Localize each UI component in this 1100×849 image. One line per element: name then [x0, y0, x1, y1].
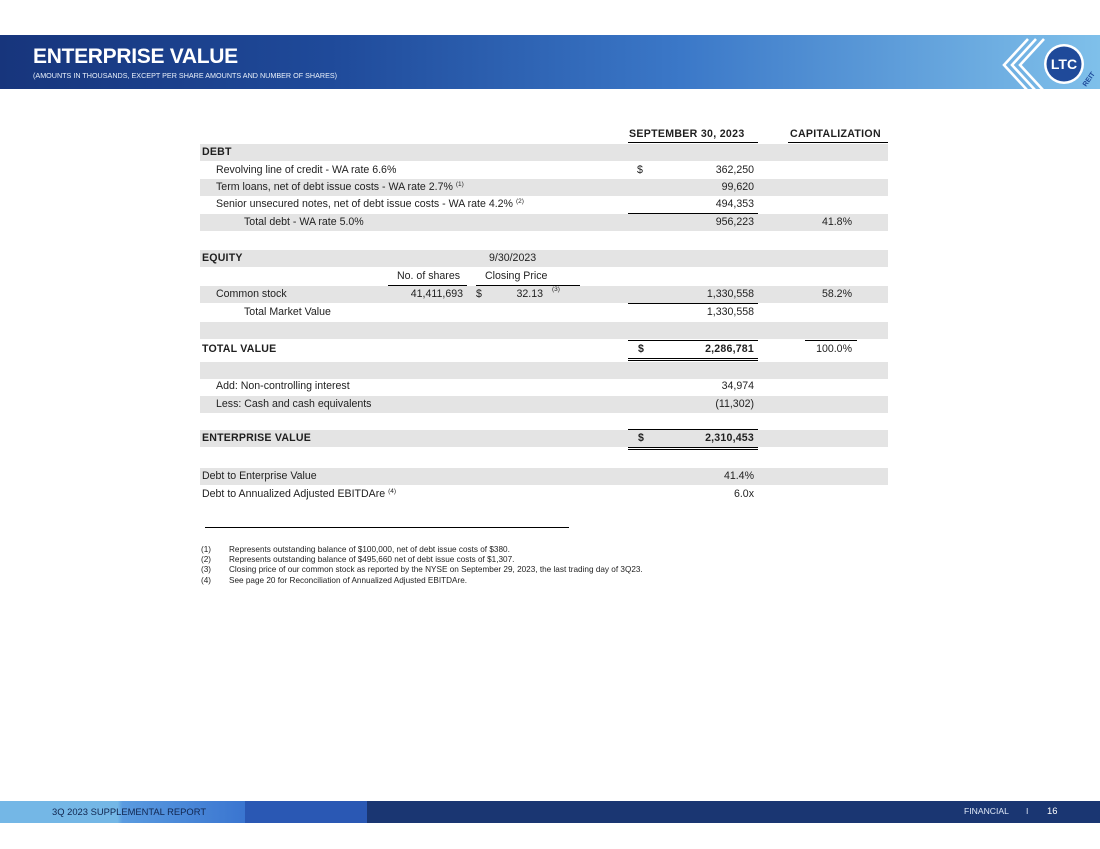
table-row — [200, 196, 888, 213]
footnote-divider — [205, 527, 569, 528]
footnotes — [201, 545, 643, 586]
shares-header: No. of shares — [397, 270, 461, 282]
footnote-ref-3 — [552, 286, 560, 298]
total-value-label: TOTAL VALUE — [202, 343, 277, 355]
footnote-text: Closing price of our common stock as reported by the NYSE on September 29, 2023, the last trading day of 3Q23. — [229, 565, 643, 575]
total-value-amount: 2,286,781 — [705, 343, 754, 355]
footnote-number: (3) — [201, 565, 212, 575]
footnote-ref-3-text: (3) — [552, 286, 560, 293]
report-name: 3Q 2023 SUPPLEMENTAL REPORT — [52, 806, 207, 817]
spacer-row — [200, 362, 888, 379]
logo-sub-text: REIT — [1081, 71, 1097, 89]
table-row — [200, 162, 888, 179]
debt-to-ev-label: Debt to Enterprise Value — [202, 470, 317, 482]
footer-bar — [0, 801, 1100, 823]
footnote-text: See page 20 for Reconciliation of Annualized Adjusted EBITDAre. — [229, 575, 468, 585]
common-stock-pct: 58.2% — [821, 288, 852, 300]
term-loans-value: 99,620 — [721, 181, 754, 193]
logo-text: LTC — [1050, 56, 1078, 72]
footnote — [201, 545, 643, 555]
enterprise-value-dollar: $ — [638, 432, 645, 444]
footnote-number: (2) — [201, 555, 212, 565]
market-value: 1,330,558 — [706, 306, 754, 318]
table-row — [200, 286, 888, 303]
price-dollar: $ — [476, 288, 482, 300]
header-banner — [0, 35, 1100, 89]
revolver-dollar: $ — [637, 164, 643, 176]
debt-heading: DEBT — [202, 146, 232, 158]
footer-accent-mid — [245, 801, 367, 823]
footnote — [201, 576, 643, 586]
closing-price: 32.13 — [516, 288, 543, 300]
total-value-row — [200, 341, 888, 358]
footnote — [201, 555, 643, 565]
table-row — [200, 214, 888, 231]
revolver-label: Revolving line of credit - WA rate 6.6% — [216, 164, 397, 176]
table-row — [200, 468, 888, 485]
senior-notes-label — [216, 198, 524, 210]
footnote-ref-2: (2) — [515, 198, 524, 205]
column-header-capitalization: CAPITALIZATION — [790, 128, 881, 140]
enterprise-value-label: ENTERPRISE VALUE — [202, 432, 311, 444]
table-row — [200, 486, 888, 503]
ltc-reit-logo — [998, 37, 1097, 93]
footnote-number: (1) — [201, 545, 212, 554]
debt-to-ebitda-text: Debt to Annualized Adjusted EBITDAre — [202, 488, 386, 500]
table-row — [200, 179, 888, 196]
total-value-pct: 100.0% — [816, 343, 852, 355]
page-title: ENTERPRISE VALUE — [33, 45, 238, 68]
footnote-text: Represents outstanding balance of $100,000, net of debt issue costs of $380. — [229, 545, 510, 554]
equity-subheader-row — [200, 268, 888, 285]
common-stock-label: Common stock — [216, 288, 287, 300]
total-value-dollar: $ — [638, 343, 645, 355]
price-header: Closing Price — [485, 270, 548, 282]
equity-date: 9/30/2023 — [489, 252, 537, 264]
section-name: FINANCIAL — [964, 806, 1009, 816]
nci-label: Add: Non-controlling interest — [216, 380, 350, 392]
table-row — [200, 396, 888, 413]
debt-to-ev-value: 41.4% — [723, 470, 754, 482]
enterprise-value-row — [200, 430, 888, 447]
equity-heading-row — [200, 250, 888, 267]
table-row — [200, 378, 888, 395]
debt-to-ebitda-value: 6.0x — [733, 488, 754, 500]
footnote — [201, 565, 643, 575]
debt-to-ebitda-label — [202, 488, 396, 500]
footnote-ref-4: (4) — [388, 488, 397, 495]
cash-value: (11,302) — [715, 398, 754, 410]
footer-separator: I — [1026, 806, 1029, 816]
total-debt-value: 956,223 — [715, 216, 754, 228]
footnote-number: (4) — [201, 575, 212, 585]
footnote-text: Represents outstanding balance of $495,660 net of debt issue costs of $1,307. — [229, 555, 515, 565]
term-loans-text: Term loans, net of debt issue costs - WA rate 2.7% — [216, 181, 453, 193]
table-row — [200, 304, 888, 321]
market-value-label: Total Market Value — [244, 306, 331, 318]
total-debt-label: Total debt - WA rate 5.0% — [244, 216, 364, 228]
enterprise-value-amount: 2,310,453 — [705, 432, 754, 444]
term-loans-label — [216, 181, 464, 193]
page-subtitle: (AMOUNTS IN THOUSANDS, EXCEPT PER SHARE AMOUNTS AND NUMBER OF SHARES) — [33, 71, 338, 80]
column-header-date: SEPTEMBER 30, 2023 — [629, 128, 745, 140]
common-shares: 41,411,693 — [410, 288, 463, 300]
debt-heading-row — [200, 144, 888, 161]
senior-notes-value: 494,353 — [715, 198, 754, 210]
total-debt-pct: 41.8% — [821, 216, 852, 228]
revolver-value: 362,250 — [715, 164, 754, 176]
senior-notes-text: Senior unsecured notes, net of debt issue costs - WA rate 4.2% — [216, 198, 513, 210]
nci-value: 34,974 — [721, 380, 754, 392]
cash-label: Less: Cash and cash equivalents — [216, 398, 372, 410]
spacer-row — [200, 322, 888, 339]
page-number: 16 — [1047, 805, 1058, 816]
common-stock-value: 1,330,558 — [706, 288, 754, 300]
equity-heading: EQUITY — [202, 252, 243, 264]
footnote-ref-1: (1) — [455, 181, 464, 188]
